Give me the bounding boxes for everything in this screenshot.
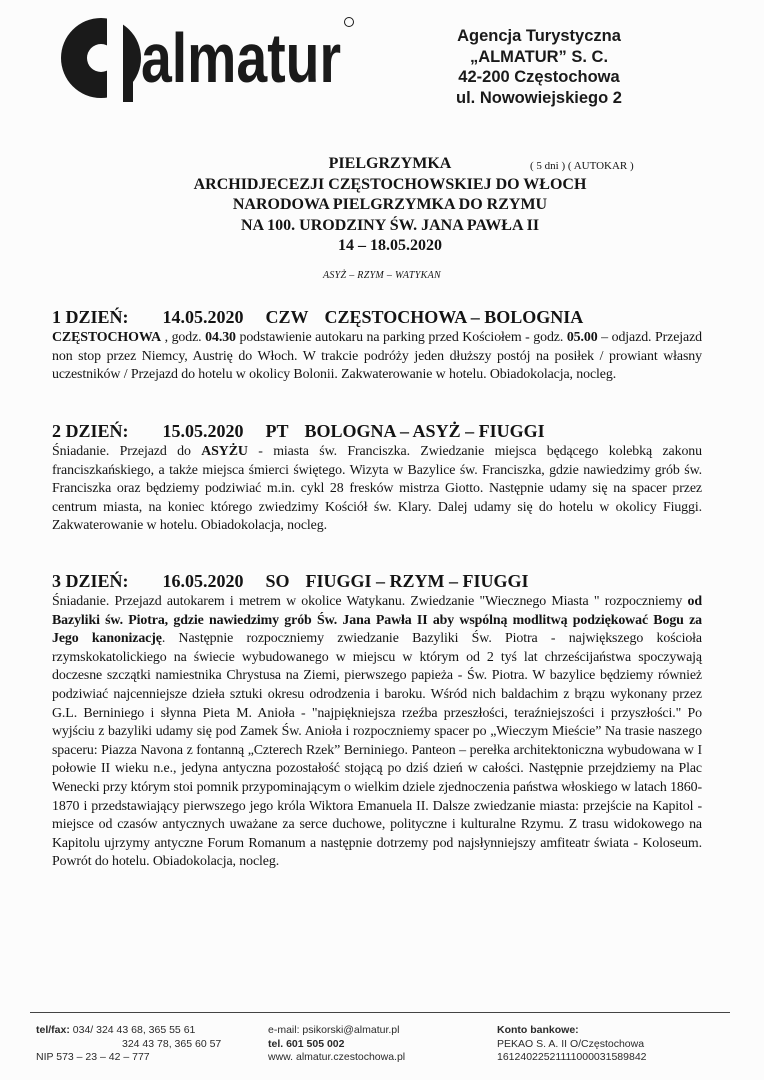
- emphasis: 05.00: [566, 330, 598, 345]
- agency-line: „ALMATUR” S. C.: [469, 47, 609, 66]
- email-link[interactable]: psikorski@almatur.pl: [299, 1024, 400, 1036]
- title-dates: 14 – 18.05.2020: [338, 237, 442, 254]
- day-label: 3 DZIEŃ:: [52, 571, 129, 591]
- svg-text:almatur: almatur: [141, 19, 341, 97]
- day-weekday: SO: [265, 571, 290, 591]
- day-label: 2 DZIEŃ:: [52, 421, 129, 441]
- footer-line: [36, 1024, 221, 1038]
- title-line: [100, 154, 680, 175]
- emphasis: ASYŻU: [201, 444, 248, 459]
- text-run: , godz.: [161, 330, 206, 345]
- text-run: - miasta św. Franciszka. Zwiedzanie miejsca będącego kolebką zakonu franciszkańskiego, a także miejsca śmierci świętego. Wizyta w Bazylice św. Franciszka, gdzie nawiedzimy grób św. Franciszka oraz będziemy podziwiać m.in. cykl 28 fresków mistrza Giotto. Następnie udamy się na spacer przez centrum miasta, na koniec którego zwiedzimy Kościół św. Klary. Dalej udamy się do hotelu w okolicy Fiuggi. Zakwaterowanie w hotelu. Obiadokolacja, nocleg.: [52, 444, 702, 534]
- day-date: 15.05.2020: [162, 421, 244, 441]
- footer-line: [268, 1038, 405, 1052]
- document-title: [100, 154, 680, 257]
- day-section: [52, 570, 702, 872]
- title-line: ARCHIDJECEZJI CZĘSTOCHOWSKIEJ DO WŁOCH: [193, 175, 587, 193]
- title-line: NARODOWA PIELGRZYMKA DO RZYMU: [232, 196, 548, 213]
- website-link[interactable]: www. almatur.czestochowa.pl: [268, 1051, 406, 1063]
- day-section: [52, 306, 702, 385]
- title-line: NA 100. URODZINY ŚW. JANA PAWŁA II: [240, 216, 540, 234]
- emphasis: 04.30: [205, 330, 236, 345]
- phone-numbers: 034/ 324 43 68, 365 55 61: [69, 1024, 196, 1036]
- text-run: podstawienie autokaru na parking przed Kościołem - godz.: [235, 330, 567, 345]
- day-route: CZĘSTOCHOWA – BOLOGNIA: [324, 307, 584, 327]
- footer-bank: [497, 1024, 647, 1065]
- tel-number: 601 505 002: [283, 1037, 345, 1050]
- agency-line: ul. Nowowiejskiego 2: [456, 88, 622, 107]
- nip-number: NIP 573 – 23 – 42 – 777: [36, 1051, 150, 1063]
- footer-line: [268, 1024, 405, 1038]
- day-date: 14.05.2020: [162, 307, 244, 327]
- trip-meta: ( 5 dni ) ( AUTOKAR ): [530, 160, 634, 172]
- agency-line: 42-200 Częstochowa: [458, 68, 620, 86]
- agency-line: Agencja Turystyczna: [457, 27, 621, 45]
- text-run: Śniadanie. Przejazd do: [52, 444, 202, 459]
- day-weekday: PT: [265, 421, 289, 441]
- text-run: – odjazd. Przejazd non stop przez Niemcy, Austrię do Włoch. W trakcie podróży jeden dłuższy postój na posiłek / prowiant własny uczestników / Przejazd do hotelu w okolicy Bolonii. Zakwaterowanie w hotelu. Obiadokolacja, nocleg.: [52, 330, 703, 383]
- text-run: . Następnie rozpoczniemy zwiedzanie Bazyliki Św. Piotra - największego kościoła rzymskokatolickiego na świecie wybudowanego w miejscu w którym od 2 tyś lat chrześcijaństwa spoczywają doczesne szczątki namiestnika Chrystusa na Ziemi, pierwszego papieża - Św. Piotra. W bazylice będziemy również podziwiać najcenniejsze dzieła sztuki okresu odrodzenia i baroku. Wśród nich baldachim z brązu wykonany przez G.L. Berniniego i słynna Pieta M. Anioła - "najpiękniejsza rzeźba przeszłości, teraźniejszości i przyszłości." Po wyjściu z bazyliki udamy się pod Zamek Św. Anioła i rozpoczniemy spacer po „Wieczym Mieście” Na trasie naszego spaceru: Piazza Navona z fontanną „Czterech Rzek” Berniniego. Panteon – perełka architektoniczna wybudowana w I połowie II wieku n.e., jedyna antyczna pozostałość stojącą po dziś dzień w całości. Następnie przejdziemy na Plac Wenecki przy którym stoi pomnik przypominającym o wielkim dziele zjednoczenia państwa włoskiego w latach 1860-1870 i przedstawiający pierwszego jego króla Wiktora Emanuela II. Dalsze zwiedzanie miasta: przejście na Kapitol - miejsce od czasów antycznych uważane za serce duchowe, polityczne i kulturalne Rzymu. Z trasu widokowego na Kapitolu ujrzymy antyczne Forum Romanum a następnie dotrzemy pod najsłynniejszy amfiteatr świata - Koloseum. Powrót do hotelu. Obiadokolacja, nocleg.: [52, 631, 702, 870]
- footer-contact-phones: [36, 1024, 221, 1065]
- day-description: [52, 593, 702, 872]
- phone-numbers: 324 43 78, 365 60 57: [122, 1037, 222, 1050]
- day-label: 1 DZIEŃ:: [52, 307, 129, 327]
- phone-label: tel/fax:: [36, 1024, 70, 1036]
- bank-account: 16124022521111000031589842: [497, 1051, 647, 1063]
- email-label: e-mail:: [268, 1024, 300, 1036]
- route-summary: ASYŻ – RZYM – WATYKAN: [322, 270, 442, 281]
- day-heading: [52, 420, 702, 442]
- agency-address: [414, 26, 664, 108]
- day-section: [52, 420, 702, 536]
- day-description: [52, 329, 702, 385]
- footer-divider: [30, 1012, 730, 1013]
- day-heading: [52, 306, 702, 328]
- emphasis: CZĘSTOCHOWA: [52, 330, 162, 345]
- bank-label: Konto bankowe:: [497, 1024, 579, 1036]
- letterhead: [0, 0, 764, 120]
- tel-label: tel.: [268, 1037, 284, 1050]
- day-heading: [52, 570, 702, 592]
- almatur-logo: [57, 14, 357, 102]
- day-weekday: CZW: [265, 307, 309, 327]
- day-date: 16.05.2020: [162, 571, 244, 591]
- title-heading: PIELGRZYMKA: [328, 155, 452, 172]
- day-route: FIUGGI – RZYM – FIUGGI: [305, 571, 529, 591]
- footer-contact-online: [268, 1024, 405, 1065]
- bank-name: PEKAO S. A. II O/Częstochowa: [497, 1037, 645, 1050]
- emphasis: od Bazyliki św. Piotra, gdzie nawiedzimy grób Św. Jana Pawła II aby wspólną modlitwą podziękować Bogu za Jego kanonizację: [52, 594, 702, 647]
- day-route: BOLOGNA – ASYŻ – FIUGGI: [304, 421, 545, 441]
- text-run: Śniadanie. Przejazd autokarem i metrem w okolice Watykanu. Zwiedzanie "Wiecznego Miasta " rozpoczniemy: [52, 594, 688, 609]
- day-description: [52, 443, 702, 536]
